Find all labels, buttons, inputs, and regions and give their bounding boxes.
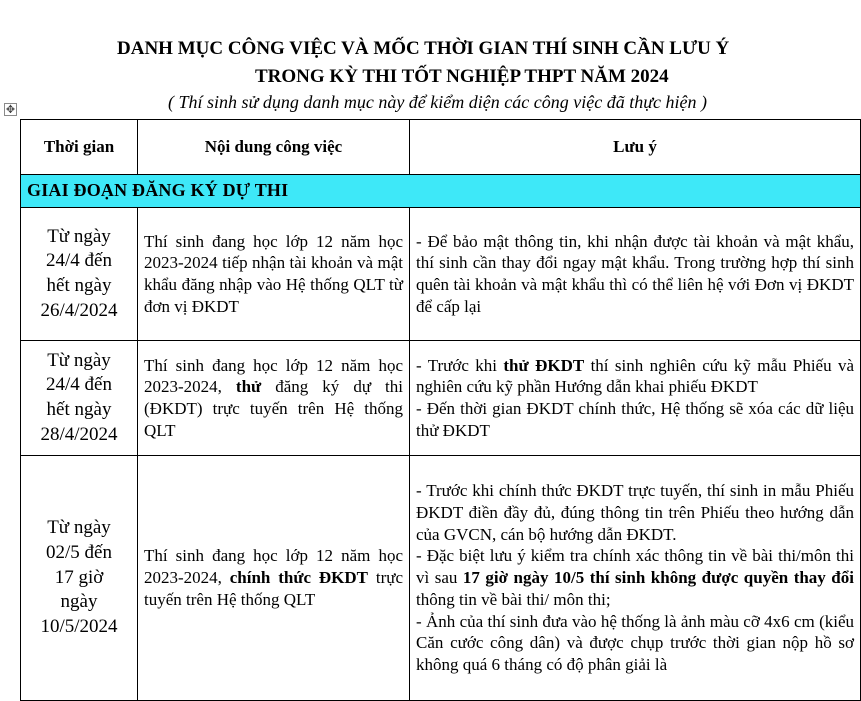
- time-line: hết ngày: [46, 275, 112, 296]
- table-row: [21, 208, 861, 341]
- time-line: 02/5 đến: [46, 541, 112, 563]
- table-move-handle-icon[interactable]: ✥: [5, 103, 16, 116]
- time-line: 24/4 đến: [46, 250, 112, 272]
- time-line: Từ ngày: [47, 349, 111, 371]
- table-row: [21, 341, 861, 456]
- phase-row: [21, 175, 861, 208]
- note-emphasis: thử ĐKDT: [503, 355, 585, 375]
- time-cell: [21, 208, 138, 341]
- note-cell: [410, 456, 861, 701]
- content-emphasis: thử: [235, 377, 262, 397]
- content-cell: [138, 456, 410, 701]
- time-line: Từ ngày: [47, 225, 111, 247]
- content-text: Thí sinh đang học lớp 12 năm học 2023-2024,: [144, 355, 403, 397]
- time-line: Từ ngày: [47, 517, 111, 539]
- time-line: 26/4/2024: [40, 299, 118, 321]
- note-text: thông tin về bài thi/ môn thi;: [416, 589, 611, 609]
- content-emphasis: chính thức ĐKDT: [229, 568, 369, 588]
- column-header-content: Nội dung công việc: [138, 120, 410, 175]
- content-cell: Thí sinh đang học lớp 12 năm học 2023-2024 tiếp nhận tài khoản và mật khẩu đăng nhập vào Hệ thống QLT từ đơn vị ĐKDT: [138, 208, 410, 341]
- table-header-row: [21, 120, 861, 175]
- document-title-line-2: TRONG KỲ THI TỐT NGHIỆP THPT NĂM 2024: [255, 66, 669, 87]
- time-cell: [21, 341, 138, 456]
- column-header-time: Thời gian: [21, 120, 138, 175]
- phase-label: GIAI ĐOẠN ĐĂNG KÝ DỰ THI: [21, 175, 861, 208]
- content-text: Thí sinh đang học lớp 12 năm học 2023-2024,: [144, 546, 403, 588]
- note-cell: - Để bảo mật thông tin, khi nhận được tài khoản và mật khẩu, thí sinh cần thay đổi ngay mật khẩu. Trong trường hợp thí sinh quên tài khoản và mật khẩu thì có thể liên hệ với Đơn vị ĐKDT để cấp lại: [410, 208, 861, 341]
- note-text: thí sinh nghiên cứu kỹ mẫu Phiếu và nghiên cứu kỹ phần Hướng dẫn khai phiếu ĐKDT: [416, 355, 855, 397]
- time-line: 17 giờ: [54, 566, 104, 588]
- note-paragraph: - Ảnh của thí sinh đưa vào hệ thống là ảnh màu cỡ 4x6 cm (kiểu Căn cước công dân) và được chụp trước thời gian nộp hồ sơ không quá 6 tháng có độ phân giải là: [416, 611, 854, 675]
- document-title-line-1: DANH MỤC CÔNG VIỆC VÀ MỐC THỜI GIAN THÍ SINH CẦN LƯU Ý: [117, 38, 730, 59]
- table-row: [21, 456, 861, 701]
- note-text: - Đặc biệt lưu ý kiểm tra chính xác thông tin về bài thi/môn thi vì sau: [416, 546, 854, 588]
- time-line: 24/4 đến: [46, 374, 112, 396]
- column-header-note: Lưu ý: [410, 120, 861, 175]
- content-text: đăng ký dự thi (ĐKDT) trực tuyến trên Hệ thống QLT: [144, 377, 403, 440]
- note-cell: [410, 341, 861, 456]
- note-paragraph: - Đến thời gian ĐKDT chính thức, Hệ thống sẽ xóa các dữ liệu thử ĐKDT: [416, 399, 854, 440]
- content-text: trực tuyến trên Hệ thống QLT: [144, 568, 403, 609]
- time-line: 28/4/2024: [40, 423, 118, 445]
- time-line: hết ngày: [46, 399, 112, 420]
- note-paragraph: - Trước khi chính thức ĐKDT trực tuyến, thí sinh in mẫu Phiếu ĐKDT điền đầy đủ, đúng thông tin trên Phiếu theo hướng dẫn của GVCN, cán bộ hướng dẫn ĐKDT.: [416, 481, 854, 544]
- note-paragraph: [416, 355, 854, 399]
- note-paragraph: [416, 545, 854, 610]
- content-cell: [138, 341, 410, 456]
- note-text: - Trước khi: [416, 355, 504, 375]
- time-line: ngày: [60, 591, 98, 613]
- time-cell: [21, 456, 138, 701]
- note-emphasis: 17 giờ ngày 10/5 thí sinh không được quyền thay đổi: [462, 568, 854, 588]
- document-subtitle: ( Thí sinh sử dụng danh mục này để kiểm diện các công việc đã thực hiện ): [168, 92, 707, 112]
- time-line: 10/5/2024: [40, 616, 118, 638]
- schedule-table: [20, 119, 861, 701]
